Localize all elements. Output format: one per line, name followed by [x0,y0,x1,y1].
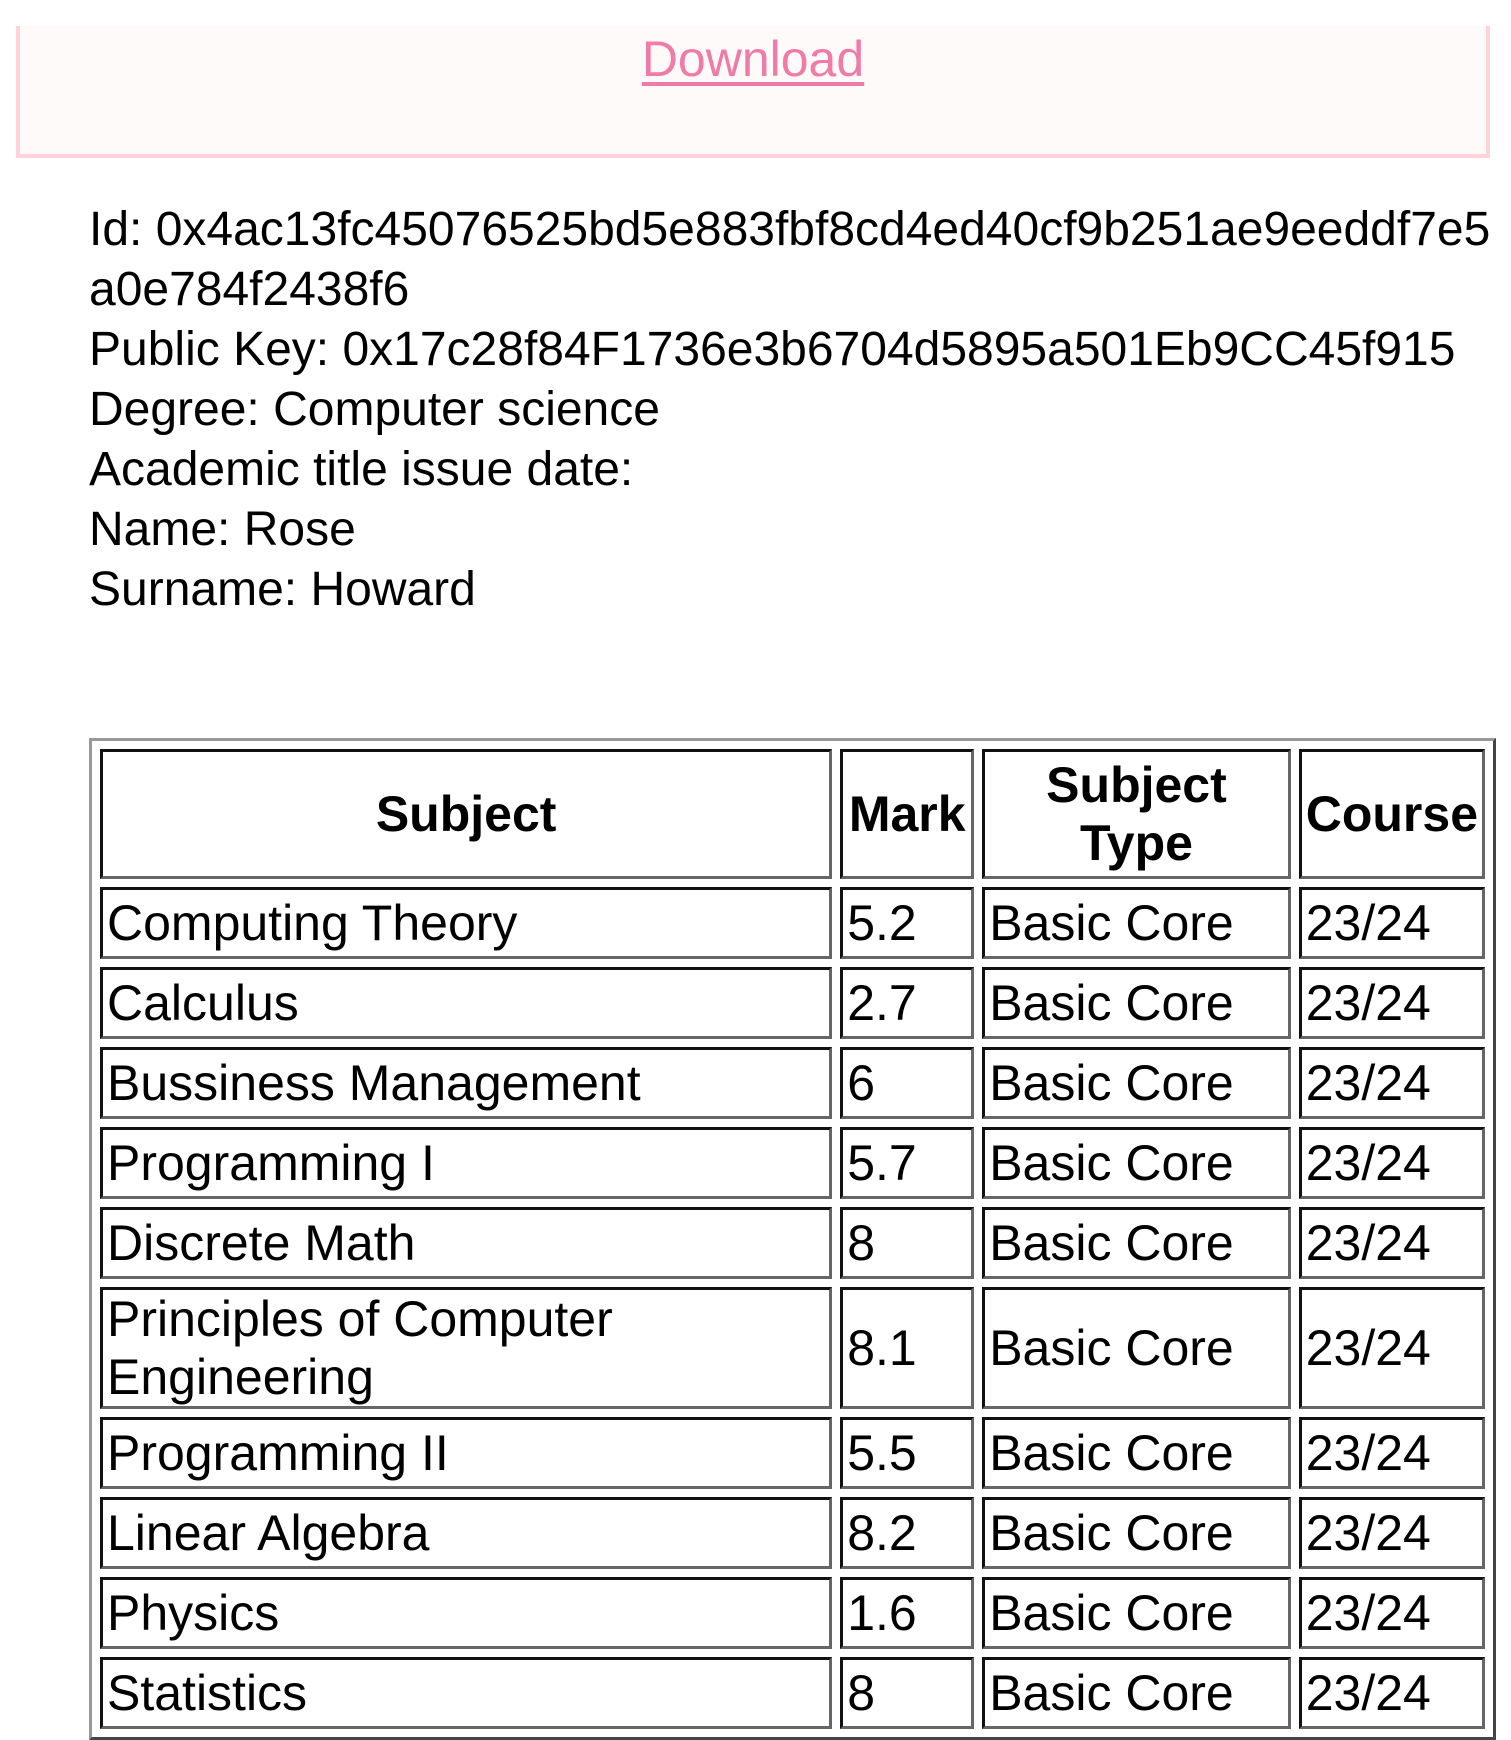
id-line [89,200,1504,320]
course-cell: 23/24 [1299,1127,1485,1199]
mark-cell: 8.2 [840,1497,974,1569]
table-row [100,967,1485,1039]
subject-cell: Calculus [100,967,832,1039]
subject-cell: Principles of Computer Engineering [100,1287,832,1409]
subject-cell: Programming I [100,1127,832,1199]
degree-line [89,380,1504,440]
subject-type-cell: Basic Core [982,1207,1291,1279]
table-row [100,1287,1485,1409]
subject-type-cell: Basic Core [982,1287,1291,1409]
subject-cell: Bussiness Management [100,1047,832,1119]
issue-date-line [89,440,1504,500]
subject-cell: Physics [100,1577,832,1649]
subject-type-cell: Basic Core [982,887,1291,959]
course-cell: 23/24 [1299,1047,1485,1119]
mark-cell: 5.2 [840,887,974,959]
header-mark: Mark [840,749,974,879]
marks-table [89,738,1496,1740]
id-label: Id: [89,203,143,256]
course-cell: 23/24 [1299,1287,1485,1409]
subject-type-cell: Basic Core [982,1577,1291,1649]
surname-value: Howard [310,563,476,616]
course-cell: 23/24 [1299,1497,1485,1569]
id-value: 0x4ac13fc45076525bd5e883fbf8cd4ed40cf9b251ae9eeddf7e5a0e784f2438f6 [89,203,1491,316]
record-info [89,200,1504,620]
mark-cell: 5.7 [840,1127,974,1199]
course-cell: 23/24 [1299,967,1485,1039]
table-row [100,1127,1485,1199]
subject-type-cell: Basic Core [982,1497,1291,1569]
course-cell: 23/24 [1299,1417,1485,1489]
header-subject: Subject [100,749,832,879]
subject-cell: Discrete Math [100,1207,832,1279]
header-subject-type: Subject Type [982,749,1291,879]
issue-date-label: Academic title issue date: [89,443,634,496]
table-row [100,1047,1485,1119]
mark-cell: 2.7 [840,967,974,1039]
mark-cell: 5.5 [840,1417,974,1489]
mark-cell: 6 [840,1047,974,1119]
name-label: Name: [89,503,231,556]
subject-cell: Computing Theory [100,887,832,959]
table-row [100,1657,1485,1729]
surname-line [89,560,1504,620]
degree-label: Degree: [89,383,260,436]
public-key-line [89,320,1504,380]
table-row [100,1577,1485,1649]
course-cell: 23/24 [1299,1657,1485,1729]
subject-type-cell: Basic Core [982,1657,1291,1729]
table-row [100,887,1485,959]
public-key-value: 0x17c28f84F1736e3b6704d5895a501Eb9CC45f915 [342,323,1456,376]
course-cell: 23/24 [1299,1577,1485,1649]
subject-type-cell: Basic Core [982,1127,1291,1199]
degree-value: Computer science [273,383,660,436]
mark-cell: 8 [840,1207,974,1279]
subject-cell: Statistics [100,1657,832,1729]
table-row [100,1417,1485,1489]
name-line [89,500,1504,560]
public-key-label: Public Key: [89,323,330,376]
table-row [100,1497,1485,1569]
mark-cell: 8 [840,1657,974,1729]
subject-type-cell: Basic Core [982,967,1291,1039]
subject-cell: Programming II [100,1417,832,1489]
surname-label: Surname: [89,563,298,616]
subject-type-cell: Basic Core [982,1047,1291,1119]
download-panel [16,26,1490,158]
course-cell: 23/24 [1299,1207,1485,1279]
mark-cell: 1.6 [840,1577,974,1649]
table-row [100,1207,1485,1279]
course-cell: 23/24 [1299,887,1485,959]
mark-cell: 8.1 [840,1287,974,1409]
download-link[interactable]: Download [641,31,865,87]
table-header-row [100,749,1485,879]
header-course: Course [1299,749,1485,879]
name-value: Rose [243,503,356,556]
subject-type-cell: Basic Core [982,1417,1291,1489]
subject-cell: Linear Algebra [100,1497,832,1569]
